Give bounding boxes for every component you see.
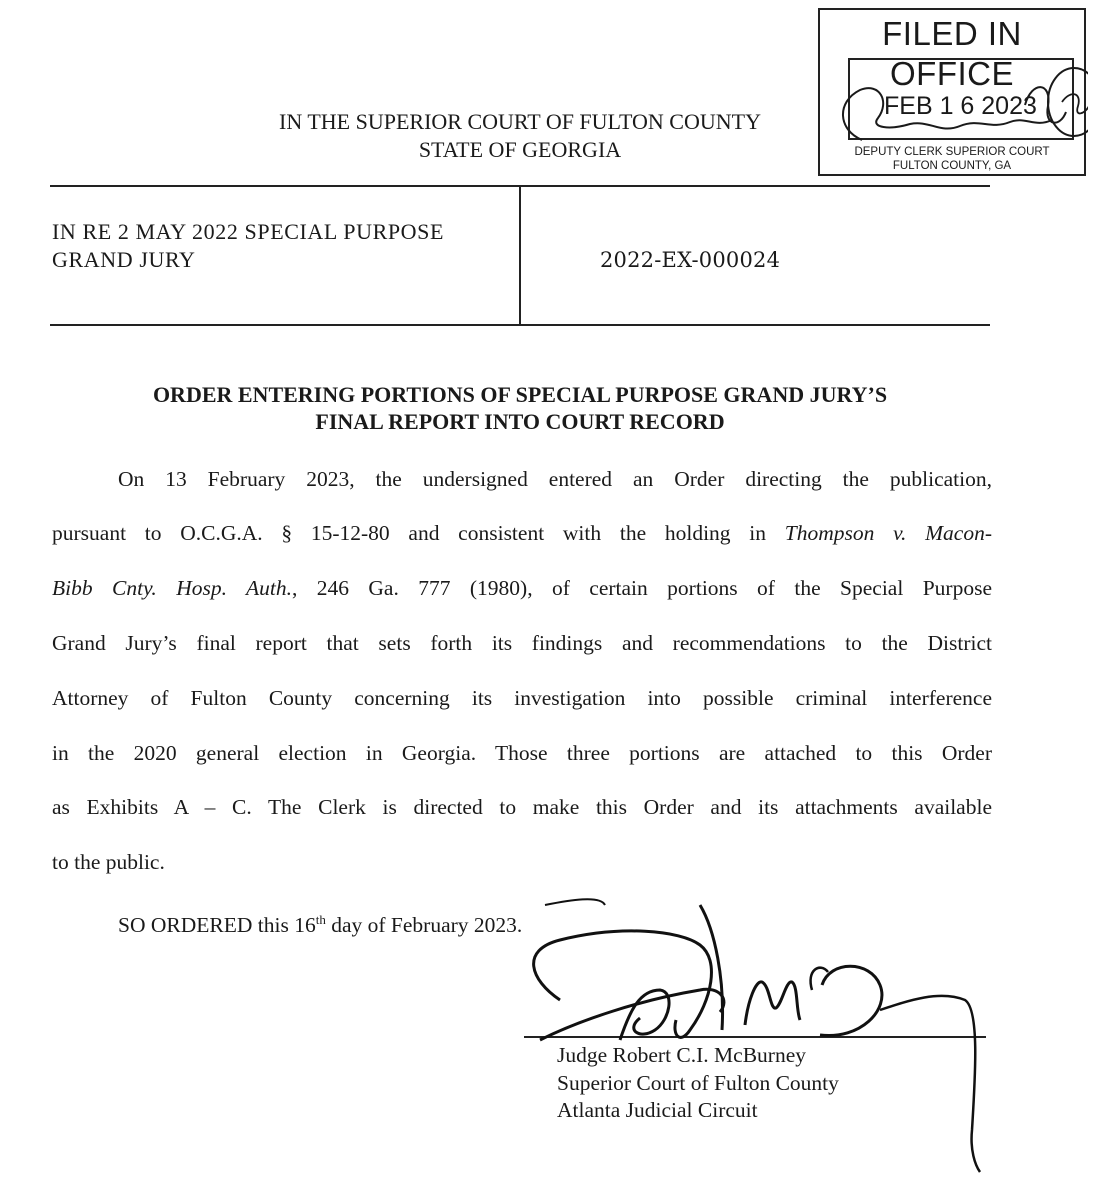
order-title: [50, 381, 990, 435]
body-text: , 246 Ga. 777 (1980), of certain portions of the Special Purpose: [291, 576, 992, 600]
stamp-clerk-county: FULTON COUNTY, GA: [892, 160, 1012, 172]
ordinal-suffix: th: [315, 912, 326, 927]
body-line: in the 2020 general election in Georgia. Those three portions are attached to this Order: [52, 741, 992, 765]
order-title-line: ORDER ENTERING PORTIONS OF SPECIAL PURPOSE GRAND JURY’S: [152, 382, 888, 407]
court-heading: [180, 108, 860, 164]
body-line: Grand Jury’s final report that sets forth its findings and recommendations to the District: [52, 631, 992, 655]
body-line: Attorney of Fulton County concerning its investigation into possible criminal interference: [52, 686, 992, 710]
filed-stamp: [818, 8, 1086, 176]
caption-bottom-rule: [50, 324, 990, 326]
so-ordered-date: day of February 2023.: [325, 913, 523, 937]
judge-circuit: Atlanta Judicial Circuit: [557, 1098, 758, 1122]
court-state: STATE OF GEORGIA: [418, 137, 622, 162]
judge-name: Judge Robert C.I. McBurney: [557, 1043, 807, 1067]
case-citation: Bibb Cnty. Hosp. Auth.: [52, 576, 292, 600]
case-title-line: IN RE 2 MAY 2022 SPECIAL PURPOSE: [52, 219, 445, 244]
body-line: to the public.: [52, 850, 165, 874]
so-ordered-text: SO ORDERED this 16: [118, 913, 316, 937]
body-line: On 13 February 2023, the undersigned entered an Order directing the publication,: [118, 467, 992, 491]
body-text: pursuant to O.C.G.A. § 15-12-80 and consistent with the holding in: [52, 521, 785, 545]
stamp-title: FILED IN OFFICE: [882, 15, 1022, 92]
case-title-line: GRAND JURY: [52, 247, 196, 272]
case-number: 2022-EX-000024: [600, 248, 781, 272]
case-title: [52, 218, 522, 274]
body-line: [52, 519, 992, 547]
so-ordered-line: [118, 906, 522, 939]
body-line: as Exhibits A – C. The Clerk is directed to make this Order and its attachments available: [52, 795, 992, 819]
case-citation: Thompson v. Macon-: [784, 521, 992, 545]
stamp-date: FEB 1 6 2023: [884, 92, 1037, 120]
stamp-clerk-title: DEPUTY CLERK SUPERIOR COURT: [854, 146, 1050, 158]
signature-rule: [524, 1036, 986, 1038]
judge-court: Superior Court of Fulton County: [557, 1071, 839, 1095]
body-line: [52, 574, 992, 602]
order-title-line: FINAL REPORT INTO COURT RECORD: [315, 409, 725, 434]
court-name: IN THE SUPERIOR COURT OF FULTON COUNTY: [279, 109, 761, 134]
